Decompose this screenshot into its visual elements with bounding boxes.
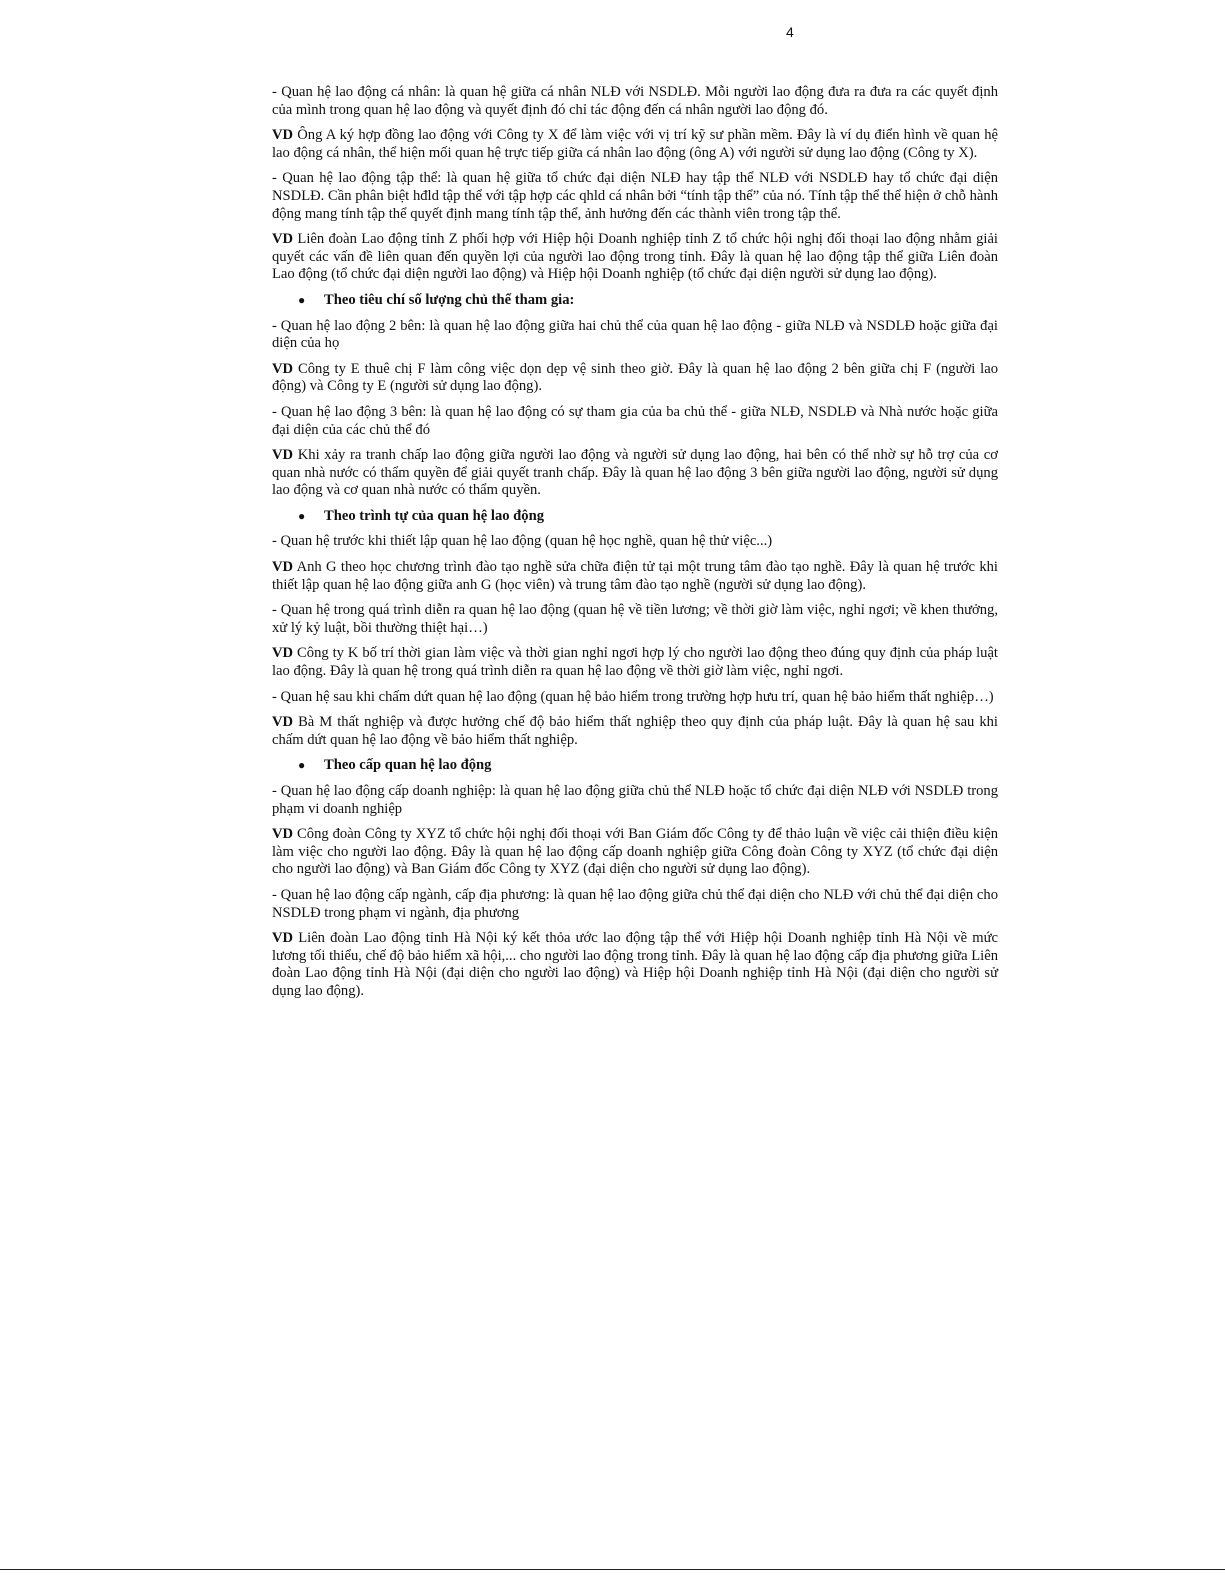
example-label: VD bbox=[272, 360, 294, 377]
paragraph-text: Liên đoàn Lao động tỉnh Hà Nội ký kết thỏa ước lao động tập thể với Hiệp hội Doanh nghiệp tỉnh Hà Nội về mức lương tối thiểu, chế độ bảo hiểm xã hội,... cho người lao động trong tỉnh. Đây là quan hệ lao động cấp địa phương giữa Liên đoàn Lao động tỉnh Hà Nội (đại diện cho người lao động) và Hiệp hội Doanh nghiệp tỉnh Hà Nội (đại diện cho người sử dụng lao động). bbox=[272, 930, 998, 999]
example-label: VD bbox=[272, 559, 294, 576]
bullet-icon: ● bbox=[298, 508, 306, 523]
section-heading bbox=[272, 508, 998, 526]
example-paragraph bbox=[272, 127, 998, 162]
example-label: VD bbox=[272, 826, 294, 843]
example-label: VD bbox=[272, 127, 294, 144]
section-heading-text: Theo cấp quan hệ lao động bbox=[324, 757, 492, 774]
section-heading-text: Theo tiêu chí số lượng chủ thể tham gia: bbox=[324, 291, 575, 308]
paragraph-text: Công ty K bố trí thời gian làm việc và thời gian nghỉ ngơi hợp lý cho người lao động theo đúng quy định của pháp luật lao động. Đây là quan hệ trong quá trình diễn ra quan hệ lao động về thời giờ làm việc, nghỉ ngơi. bbox=[272, 645, 998, 680]
example-paragraph bbox=[272, 714, 998, 749]
definition-paragraph bbox=[272, 602, 998, 637]
paragraph-text: - Quan hệ lao động 2 bên: là quan hệ lao động giữa hai chủ thể của quan hệ lao động - giữa NLĐ và NSDLĐ hoặc giữa đại diện của họ bbox=[272, 317, 998, 352]
definition-paragraph bbox=[272, 404, 998, 439]
paragraph-text: Ông A ký hợp đồng lao động với Công ty X để làm việc với vị trí kỹ sư phần mềm. Đây là ví dụ điển hình về quan hệ lao động cá nhân, thể hiện mối quan hệ trực tiếp giữa cá nhân lao động (ông A) với người sử dụng lao động (Công ty X). bbox=[272, 127, 998, 161]
paragraph-text: - Quan hệ lao động 3 bên: là quan hệ lao động có sự tham gia của ba chủ thể - giữa NLĐ, NSDLĐ và Nhà nước hoặc giữa đại diện của các chủ thể đó bbox=[272, 403, 998, 438]
paragraph-text: Bà M thất nghiệp và được hưởng chế độ bảo hiểm thất nghiệp theo quy định của pháp luật. Đây là quan hệ sau khi chấm dứt quan hệ lao động về bảo hiểm thất nghiệp. bbox=[272, 714, 998, 748]
example-paragraph bbox=[272, 645, 998, 680]
example-label: VD bbox=[272, 231, 294, 248]
definition-paragraph bbox=[272, 689, 998, 707]
example-paragraph bbox=[272, 930, 998, 1000]
example-paragraph bbox=[272, 826, 998, 879]
example-paragraph bbox=[272, 361, 998, 396]
example-label: VD bbox=[272, 645, 294, 662]
bullet-icon: ● bbox=[298, 758, 306, 773]
definition-paragraph bbox=[272, 887, 998, 922]
section-heading-text: Theo trình tự của quan hệ lao động bbox=[324, 507, 545, 524]
page-bottom-rule bbox=[0, 1569, 1225, 1570]
example-label: VD bbox=[272, 447, 294, 464]
paragraph-text: Liên đoàn Lao động tỉnh Z phối hợp với Hiệp hội Doanh nghiệp tỉnh Z tổ chức hội nghị đối thoại lao động nhằm giải quyết các vấn đề liên quan đến quyền lợi của người lao động trong tỉnh. Đây là quan hệ lao động tập thể giữa Liên đoàn Lao động (tổ chức đại diện người lao động) và Hiệp hội Doanh nghiệp (tổ chức đại diện người sử dụng lao động). bbox=[272, 231, 998, 283]
section-heading bbox=[272, 757, 998, 775]
definition-paragraph bbox=[272, 783, 998, 818]
paragraph-text: Anh G theo học chương trình đào tạo nghề sửa chữa điện tử tại một trung tâm đào tạo nghề. Đây là quan hệ trước khi thiết lập quan hệ lao động giữa anh G (học viên) và trung tâm đào tạo nghề (người sử dụng lao động). bbox=[272, 559, 998, 593]
document-body bbox=[272, 84, 998, 1009]
section-heading bbox=[272, 292, 998, 310]
paragraph-text: - Quan hệ lao động cấp doanh nghiệp: là quan hệ lao động giữa chủ thể NLĐ hoặc tổ chức đại diện NLĐ với NSDLĐ trong phạm vi doanh nghiệp bbox=[272, 783, 998, 817]
paragraph-text: - Quan hệ lao động tập thể: là quan hệ giữa tổ chức đại diện NLĐ hay tập thể NLĐ với NSDLĐ hay tổ chức đại diện NSDLĐ. Cần phân biệt hđld tập thể với tập hợp các qhld cá nhân bởi “tính tập thể” của nó. Tính tập thể thể hiện ở chỗ hành động mang tính tập thể quyết định mang tính tập thể, ảnh hưởng đến các thành viên trong tập thể. bbox=[272, 170, 998, 222]
example-paragraph bbox=[272, 231, 998, 284]
bullet-icon: ● bbox=[298, 292, 306, 307]
paragraph-text: - Quan hệ lao động cấp ngành, cấp địa phương: là quan hệ lao động giữa chủ thể đại diện cho NLĐ với chủ thể đại diện cho NSDLĐ trong phạm vi ngành, địa phương bbox=[272, 886, 998, 921]
example-paragraph bbox=[272, 447, 998, 500]
definition-paragraph bbox=[272, 84, 998, 119]
paragraph-text: - Quan hệ trước khi thiết lập quan hệ lao động (quan hệ học nghề, quan hệ thử việc...) bbox=[272, 533, 773, 550]
paragraph-text: Khi xảy ra tranh chấp lao động giữa người lao động và người sử dụng lao động, hai bên có thể nhờ sự hỗ trợ của cơ quan nhà nước có thẩm quyền để giải quyết tranh chấp. Đây là quan hệ lao động 3 bên giữa người lao động, người sử dụng lao động và cơ quan nhà nước có thẩm quyền. bbox=[272, 447, 998, 499]
paragraph-text: Công đoàn Công ty XYZ tổ chức hội nghị đối thoại với Ban Giám đốc Công ty để thảo luận về việc cải thiện điều kiện làm việc cho người lao động. Đây là quan hệ lao động cấp doanh nghiệp giữa Công đoàn Công ty XYZ (tổ chức đại diện cho người lao động) và Ban Giám đốc Công ty XYZ (đại diện cho người sử dụng lao động). bbox=[272, 826, 998, 878]
example-label: VD bbox=[272, 714, 294, 731]
paragraph-text: - Quan hệ lao động cá nhân: là quan hệ giữa cá nhân NLĐ với NSDLĐ. Mỗi người lao động đưa ra đưa ra các quyết định của mình trong quan hệ lao động và quyết định đó chỉ tác động đến cá nhân người lao động đó. bbox=[272, 84, 998, 118]
definition-paragraph bbox=[272, 318, 998, 353]
example-label: VD bbox=[272, 930, 294, 947]
definition-paragraph bbox=[272, 170, 998, 223]
example-paragraph bbox=[272, 559, 998, 594]
definition-paragraph bbox=[272, 533, 998, 551]
paragraph-text: - Quan hệ sau khi chấm dứt quan hệ lao động (quan hệ bảo hiểm trong trường hợp hưu trí, quan hệ bảo hiểm thất nghiệp…) bbox=[272, 688, 994, 705]
paragraph-text: - Quan hệ trong quá trình diễn ra quan hệ lao động (quan hệ về tiền lương; về thời giờ làm việc, nghỉ ngơi; về khen thưởng, xử lý kỷ luật, bồi thường thiệt hại…) bbox=[272, 602, 998, 636]
paragraph-text: Công ty E thuê chị F làm công việc dọn dẹp vệ sinh theo giờ. Đây là quan hệ lao động 2 bên giữa chị F (người lao động) và Công ty E (người sử dụng lao động). bbox=[272, 360, 998, 395]
page-number: 4 bbox=[786, 24, 794, 40]
